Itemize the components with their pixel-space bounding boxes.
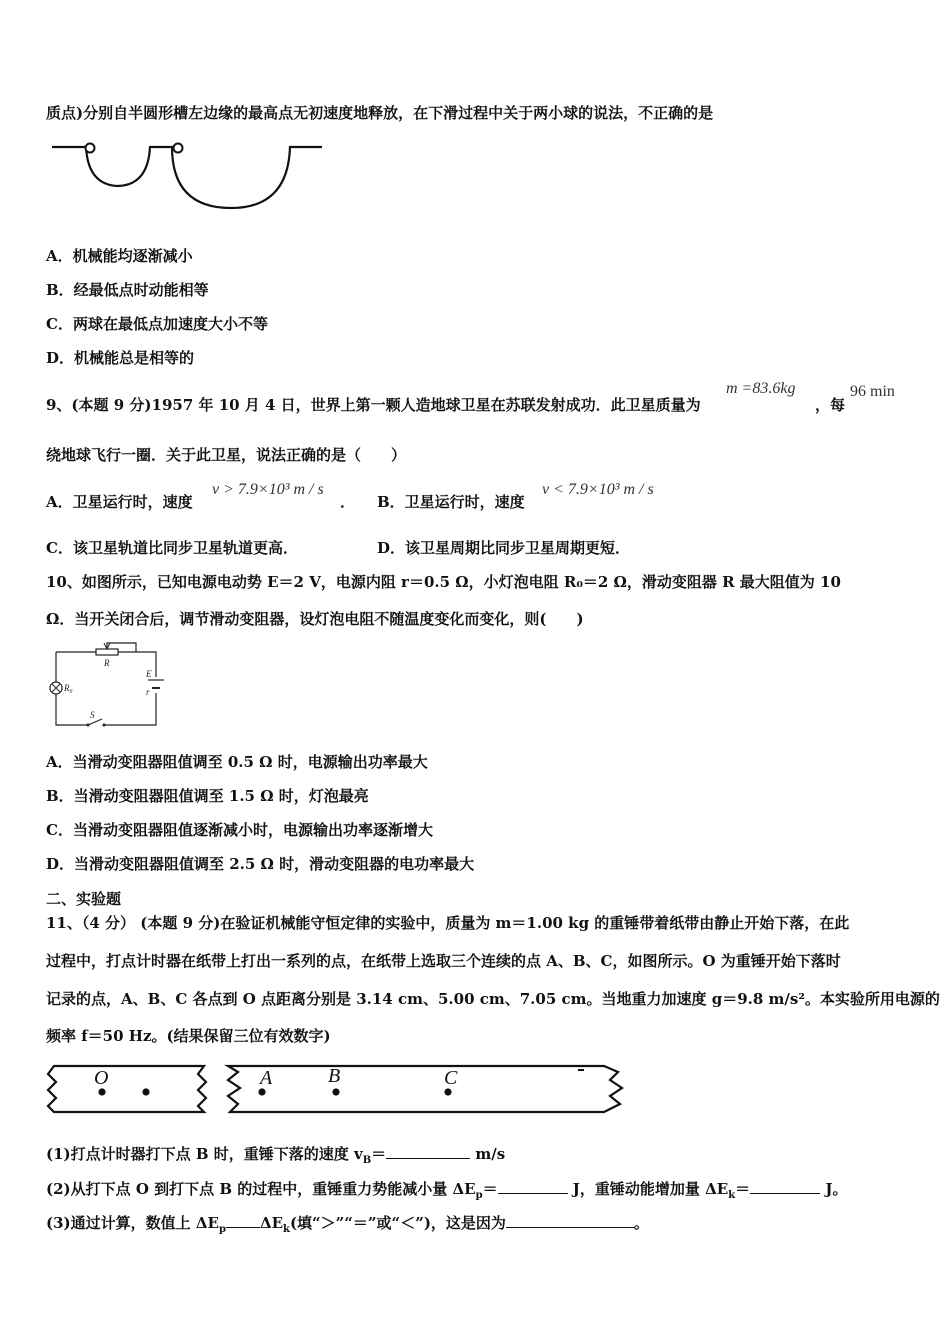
q8-option-b: B．经最低点时动能相等	[46, 281, 209, 299]
q9-option-a-prefix: A．卫星运行时，速度	[46, 493, 193, 511]
q11-sub3: (3)通过计算，数值上 $\Delta E_p$ $\Delta E_k$(填“＞”“＝”或“＜”)，这是因为 。	[46, 1214, 649, 1235]
q9-option-b-expr: v < 7.9×10³ m / s	[542, 481, 654, 498]
tape-label-c: C	[444, 1067, 458, 1089]
tape-dot-c	[444, 1088, 451, 1095]
q8-groove-figure	[48, 140, 328, 220]
q11-paper-tape	[44, 1060, 634, 1120]
label-r-rheostat: R	[104, 658, 110, 668]
ball-right	[174, 144, 183, 153]
answer-blank-delta-ep[interactable]	[498, 1179, 568, 1194]
q9-option-a-expr: v > 7.9×10³ m / s	[212, 481, 324, 498]
answer-blank-compare[interactable]	[226, 1213, 260, 1228]
section-title: 二、实验题	[46, 890, 122, 908]
q11-line1: 11、（4 分） (本题 9 分)在验证机械能守恒定律的实验中，质量为 m＝1.00 kg 的重锤带着纸带由静止开始下落，在此	[46, 914, 850, 932]
answer-blank-delta-ek[interactable]	[750, 1179, 820, 1194]
q9-option-d: D．该卫星周期比同步卫星周期更短．	[377, 539, 631, 557]
tape-label-o: O	[94, 1067, 109, 1089]
q10-line2: Ω．当开关闭合后，调节滑动变阻器，设灯泡电阻不随温度变化而变化，则( )	[46, 610, 584, 628]
q9-option-c: C．该卫星轨道比同步卫星轨道更高．	[46, 539, 298, 557]
q9-period-expr: 96 min	[850, 383, 895, 400]
answer-blank-vb[interactable]	[386, 1144, 470, 1159]
q9-mass-expr: m =83.6kg	[726, 380, 796, 397]
tape-label-b: B	[328, 1065, 341, 1087]
q10-option-a: A．当滑动变阻器阻值调至 0.5 Ω 时，电源输出功率最大	[46, 753, 428, 771]
q8-option-a: A．机械能均逐渐减小	[46, 247, 193, 265]
q9-line1-mid: ，每	[815, 396, 846, 414]
q10-option-d: D．当滑动变阻器阻值调至 2.5 Ω 时，滑动变阻器的电功率最大	[46, 855, 475, 873]
q9-option-b-prefix: B．卫星运行时，速度	[377, 493, 525, 511]
tape-label-a: A	[260, 1067, 273, 1089]
label-r0: R₀	[64, 683, 73, 693]
q10-option-c: C．当滑动变阻器阻值逐渐减小时，电源输出功率逐渐增大	[46, 821, 433, 839]
tape-dot-b	[332, 1088, 339, 1095]
q11-line2: 过程中，打点计时器在纸带上打出一系列的点，在纸带上选取三个连续的点 A、B、C，如图所示。O 为重锤开始下落时	[46, 952, 841, 970]
q11-sub2: (2)从打下点 O 到打下点 B 的过程中，重锤重力势能减小量 $\Delta E_p= J$，重锤动能增加量 $\Delta E_k= J$。	[46, 1180, 848, 1201]
q10-circuit-diagram	[44, 640, 164, 730]
label-s: S	[90, 710, 95, 720]
label-e: E	[146, 669, 152, 679]
q11-line4: 频率 f＝50 Hz。(结果保留三位有效数字)	[46, 1027, 331, 1045]
q9-line2: 绕地球飞行一圈．关于此卫星，说法正确的是（ ）	[46, 446, 407, 464]
q8-option-c: C．两球在最低点加速度大小不等	[46, 315, 268, 333]
q10-line1: 10、如图所示，已知电源电动势 E＝2 V，电源内阻 r＝0.5 Ω，小灯泡电阻 R₀＝2 Ω，滑动变阻器 R 最大阻值为 10	[46, 573, 841, 591]
tape-dot-o	[98, 1088, 105, 1095]
q8-stem-tail: 质点)分别自半圆形槽左边缘的最高点无初速度地释放，在下滑过程中关于两小球的说法，不正确的是	[46, 104, 714, 122]
tape-dot-extra	[142, 1088, 149, 1095]
ball-left	[86, 144, 95, 153]
q11-sub1: (1)打点计时器打下点 B 时，重锤下落的速度 $v_B= m/s$	[46, 1145, 506, 1166]
q10-option-b: B．当滑动变阻器阻值调至 1.5 Ω 时，灯泡最亮	[46, 787, 369, 805]
q11-line3: 记录的点，A、B、C 各点到 O 点距离分别是 3.14 cm、5.00 cm、7.05 cm。当地重力加速度 g＝9.8 m/s²。本实验所用电源的	[46, 990, 940, 1008]
q8-option-d: D．机械能总是相等的	[46, 349, 195, 367]
label-r-internal: r	[146, 687, 150, 697]
q9-option-a-suffix: ．	[340, 493, 356, 511]
answer-blank-reason[interactable]	[506, 1213, 634, 1228]
q9-line1: 9、(本题 9 分)1957 年 10 月 4 日，世界上第一颗人造地球卫星在苏联发射成功．此卫星质量为	[46, 396, 701, 414]
tape-dot-a	[258, 1088, 265, 1095]
